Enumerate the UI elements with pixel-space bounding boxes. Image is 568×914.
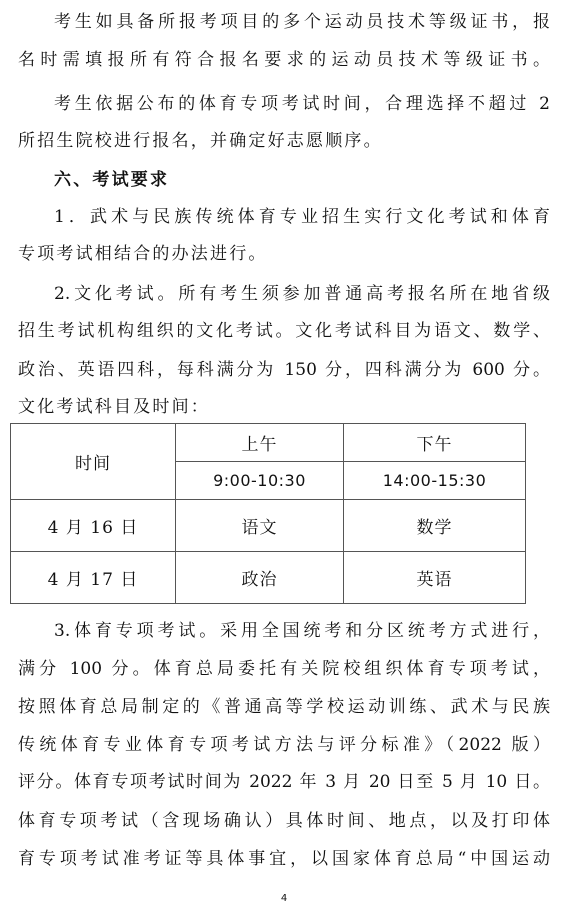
am-time-cell: 9:00-10:30 [176, 462, 344, 500]
pm-subject-cell: 英语 [344, 552, 526, 604]
paragraph-line: 育专项考试准考证等具体事宜，以国家体育总局“中国运动 [18, 849, 550, 869]
section-heading: 六、考试要求 [54, 170, 170, 190]
paragraph-line: 满分 100 分。体育总局委托有关院校组织体育专项考试， [18, 659, 550, 679]
paragraph-line: 名时需填报所有符合报名要求的运动员技术等级证书。 [18, 50, 550, 70]
paragraph-line: 考生依据公布的体育专项考试时间，合理选择不超过 2 [54, 94, 550, 114]
exam-schedule-table [10, 423, 526, 604]
paragraph-line: 招生考试机构组织的文化考试。文化考试科目为语文、数学、 [18, 321, 550, 341]
pm-time-cell: 14:00-15:30 [344, 462, 526, 500]
paragraph-line: 政治、英语四科，每科满分为 150 分，四科满分为 600 分。 [18, 360, 550, 380]
paragraph-line: 2.文化考试。所有考生须参加普通高考报名所在地省级 [54, 284, 550, 304]
pm-header-cell: 下午 [344, 424, 526, 462]
paragraph-line: 考生如具备所报考项目的多个运动员技术等级证书，报 [54, 12, 550, 32]
pm-subject-cell: 数学 [344, 500, 526, 552]
am-header-cell: 上午 [176, 424, 344, 462]
paragraph-line: 1．武术与民族传统体育专业招生实行文化考试和体育 [54, 207, 550, 227]
paragraph-line: 评分。体育专项考试时间为 2022 年 3 月 20 日至 5 月 10 日。 [18, 772, 550, 792]
page-number: 4 [280, 893, 288, 904]
date-cell: 4 月 17 日 [11, 552, 176, 604]
paragraph-line: 按照体育总局制定的《普通高等学校运动训练、武术与民族 [18, 697, 550, 717]
paragraph-line: 3.体育专项考试。采用全国统考和分区统考方式进行， [54, 621, 550, 641]
table-row [11, 552, 526, 604]
paragraph-line: 传统体育专业体育专项考试方法与评分标准》（2022 版） [18, 735, 550, 755]
paragraph-line: 文化考试科目及时间： [18, 397, 210, 417]
time-header-cell: 时间 [11, 424, 176, 500]
am-subject-cell: 政治 [176, 552, 344, 604]
table-row [11, 500, 526, 552]
date-cell: 4 月 16 日 [11, 500, 176, 552]
paragraph-line: 所招生院校进行报名，并确定好志愿顺序。 [18, 131, 383, 151]
am-subject-cell: 语文 [176, 500, 344, 552]
paragraph-line: 专项考试相结合的办法进行。 [18, 244, 268, 264]
paragraph-line: 体育专项考试（含现场确认）具体时间、地点，以及打印体 [18, 811, 550, 831]
